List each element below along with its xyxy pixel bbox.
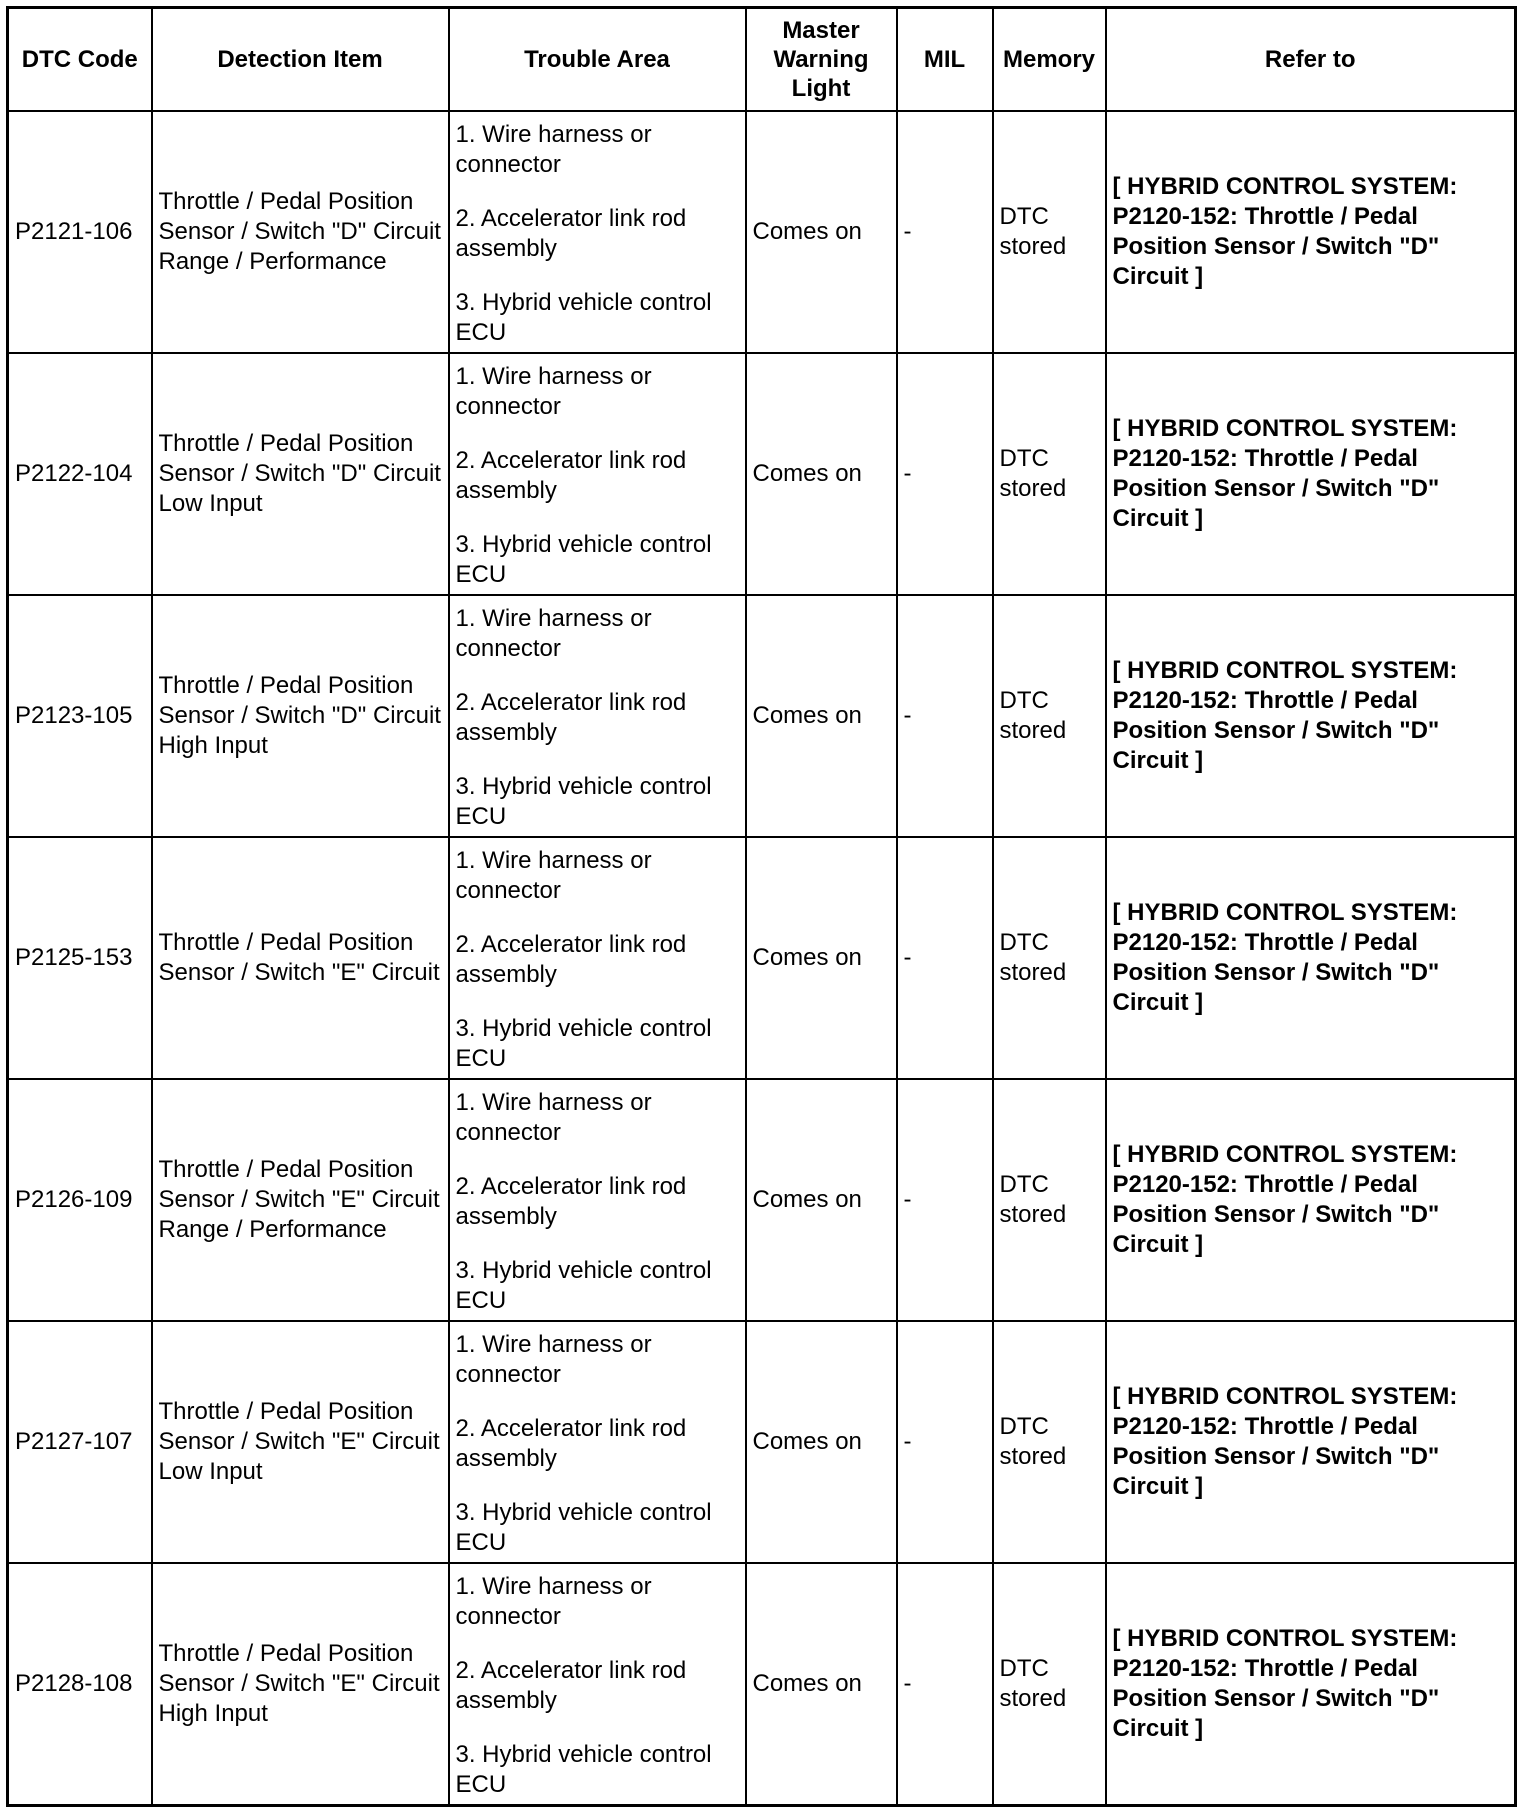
memory-cell: DTC stored [993,837,1106,1079]
mil-cell: - [897,595,993,837]
refer-to-cell: [ HYBRID CONTROL SYSTEM: P2120-152: Throttle / Pedal Position Sensor / Switch "D" Circuit ] [1106,1079,1516,1321]
master-warning-light-cell: Comes on [746,353,897,595]
dtc-code-cell: P2127-107 [8,1321,152,1563]
refer-to-cell: [ HYBRID CONTROL SYSTEM: P2120-152: Throttle / Pedal Position Sensor / Switch "D" Circuit ] [1106,353,1516,595]
trouble-area-item: 3. Hybrid vehicle control ECU [455,289,712,346]
memory-cell: DTC stored [993,1079,1106,1321]
master-warning-light-cell: Comes on [746,1563,897,1805]
trouble-area-item: 3. Hybrid vehicle control ECU [455,1015,712,1072]
detection-item-cell: Throttle / Pedal Position Sensor / Switch "D" Circuit High Input [152,595,449,837]
table-row [8,1563,1516,1805]
detection-item-cell: Throttle / Pedal Position Sensor / Switch "E" Circuit [152,837,449,1079]
table-body [8,111,1516,1805]
dtc-code-cell: P2121-106 [8,111,152,353]
header-trouble-area: Trouble Area [449,8,746,112]
table-row [8,111,1516,353]
trouble-area-cell [449,595,746,837]
refer-to-cell: [ HYBRID CONTROL SYSTEM: P2120-152: Throttle / Pedal Position Sensor / Switch "D" Circuit ] [1106,837,1516,1079]
memory-cell: DTC stored [993,595,1106,837]
memory-cell: DTC stored [993,1321,1106,1563]
trouble-area-item: 2. Accelerator link rod assembly [455,931,687,988]
mil-cell: - [897,111,993,353]
table-row [8,837,1516,1079]
master-warning-light-cell: Comes on [746,1079,897,1321]
memory-cell: DTC stored [993,111,1106,353]
trouble-area-item: 3. Hybrid vehicle control ECU [455,773,712,830]
mil-cell: - [897,1079,993,1321]
header-detection-item: Detection Item [152,8,449,112]
master-warning-light-cell: Comes on [746,837,897,1079]
header-master-warning-light: Master Warning Light [746,8,897,112]
refer-to-cell: [ HYBRID CONTROL SYSTEM: P2120-152: Throttle / Pedal Position Sensor / Switch "D" Circuit ] [1106,595,1516,837]
mil-cell: - [897,1321,993,1563]
detection-item-cell: Throttle / Pedal Position Sensor / Switch "E" Circuit Low Input [152,1321,449,1563]
header-dtc-code: DTC Code [8,8,152,112]
detection-item-cell: Throttle / Pedal Position Sensor / Switch "E" Circuit Range / Performance [152,1079,449,1321]
trouble-area-cell [449,353,746,595]
trouble-area-cell [449,1563,746,1805]
dtc-code-cell: P2123-105 [8,595,152,837]
table-row [8,353,1516,595]
table-row [8,1079,1516,1321]
trouble-area-item: 3. Hybrid vehicle control ECU [455,531,712,588]
trouble-area-item: 1. Wire harness or connector [455,1331,652,1388]
trouble-area-item: 3. Hybrid vehicle control ECU [455,1499,712,1556]
dtc-code-cell: P2126-109 [8,1079,152,1321]
dtc-table [6,6,1517,1807]
dtc-code-cell: P2125-153 [8,837,152,1079]
trouble-area-item: 1. Wire harness or connector [455,605,652,662]
trouble-area-item: 3. Hybrid vehicle control ECU [455,1740,712,1798]
trouble-area-cell [449,1079,746,1321]
trouble-area-item: 1. Wire harness or connector [455,1089,652,1146]
trouble-area-item: 2. Accelerator link rod assembly [455,205,687,262]
mil-cell: - [897,837,993,1079]
trouble-area-item: 2. Accelerator link rod assembly [455,1656,687,1714]
trouble-area-item: 2. Accelerator link rod assembly [455,1173,687,1230]
detection-item-cell: Throttle / Pedal Position Sensor / Switch "D" Circuit Range / Performance [152,111,449,353]
refer-to-cell: [ HYBRID CONTROL SYSTEM: P2120-152: Throttle / Pedal Position Sensor / Switch "D" Circuit ] [1106,1563,1516,1805]
table-header [8,8,1516,112]
trouble-area-cell [449,111,746,353]
detection-item-cell: Throttle / Pedal Position Sensor / Switch "E" Circuit High Input [152,1563,449,1805]
trouble-area-item: 2. Accelerator link rod assembly [455,447,687,504]
table-row [8,595,1516,837]
trouble-area-item: 1. Wire harness or connector [455,363,652,420]
detection-item-cell: Throttle / Pedal Position Sensor / Switch "D" Circuit Low Input [152,353,449,595]
trouble-area-cell [449,1321,746,1563]
trouble-area-item: 3. Hybrid vehicle control ECU [455,1257,712,1314]
master-warning-light-cell: Comes on [746,111,897,353]
refer-to-cell: [ HYBRID CONTROL SYSTEM: P2120-152: Throttle / Pedal Position Sensor / Switch "D" Circuit ] [1106,111,1516,353]
trouble-area-item: 1. Wire harness or connector [455,121,652,178]
trouble-area-item: 1. Wire harness or connector [455,847,652,904]
trouble-area-item: 2. Accelerator link rod assembly [455,689,687,746]
trouble-area-cell [449,837,746,1079]
master-warning-light-cell: Comes on [746,1321,897,1563]
dtc-code-cell: P2128-108 [8,1563,152,1805]
header-row [8,8,1516,112]
trouble-area-item: 1. Wire harness or connector [455,1572,652,1630]
table-row [8,1321,1516,1563]
trouble-area-item: 2. Accelerator link rod assembly [455,1415,687,1472]
header-refer-to: Refer to [1106,8,1516,112]
header-memory: Memory [993,8,1106,112]
mil-cell: - [897,1563,993,1805]
refer-to-cell: [ HYBRID CONTROL SYSTEM: P2120-152: Throttle / Pedal Position Sensor / Switch "D" Circuit ] [1106,1321,1516,1563]
master-warning-light-cell: Comes on [746,595,897,837]
dtc-code-cell: P2122-104 [8,353,152,595]
mil-cell: - [897,353,993,595]
header-mil: MIL [897,8,993,112]
memory-cell: DTC stored [993,1563,1106,1805]
memory-cell: DTC stored [993,353,1106,595]
